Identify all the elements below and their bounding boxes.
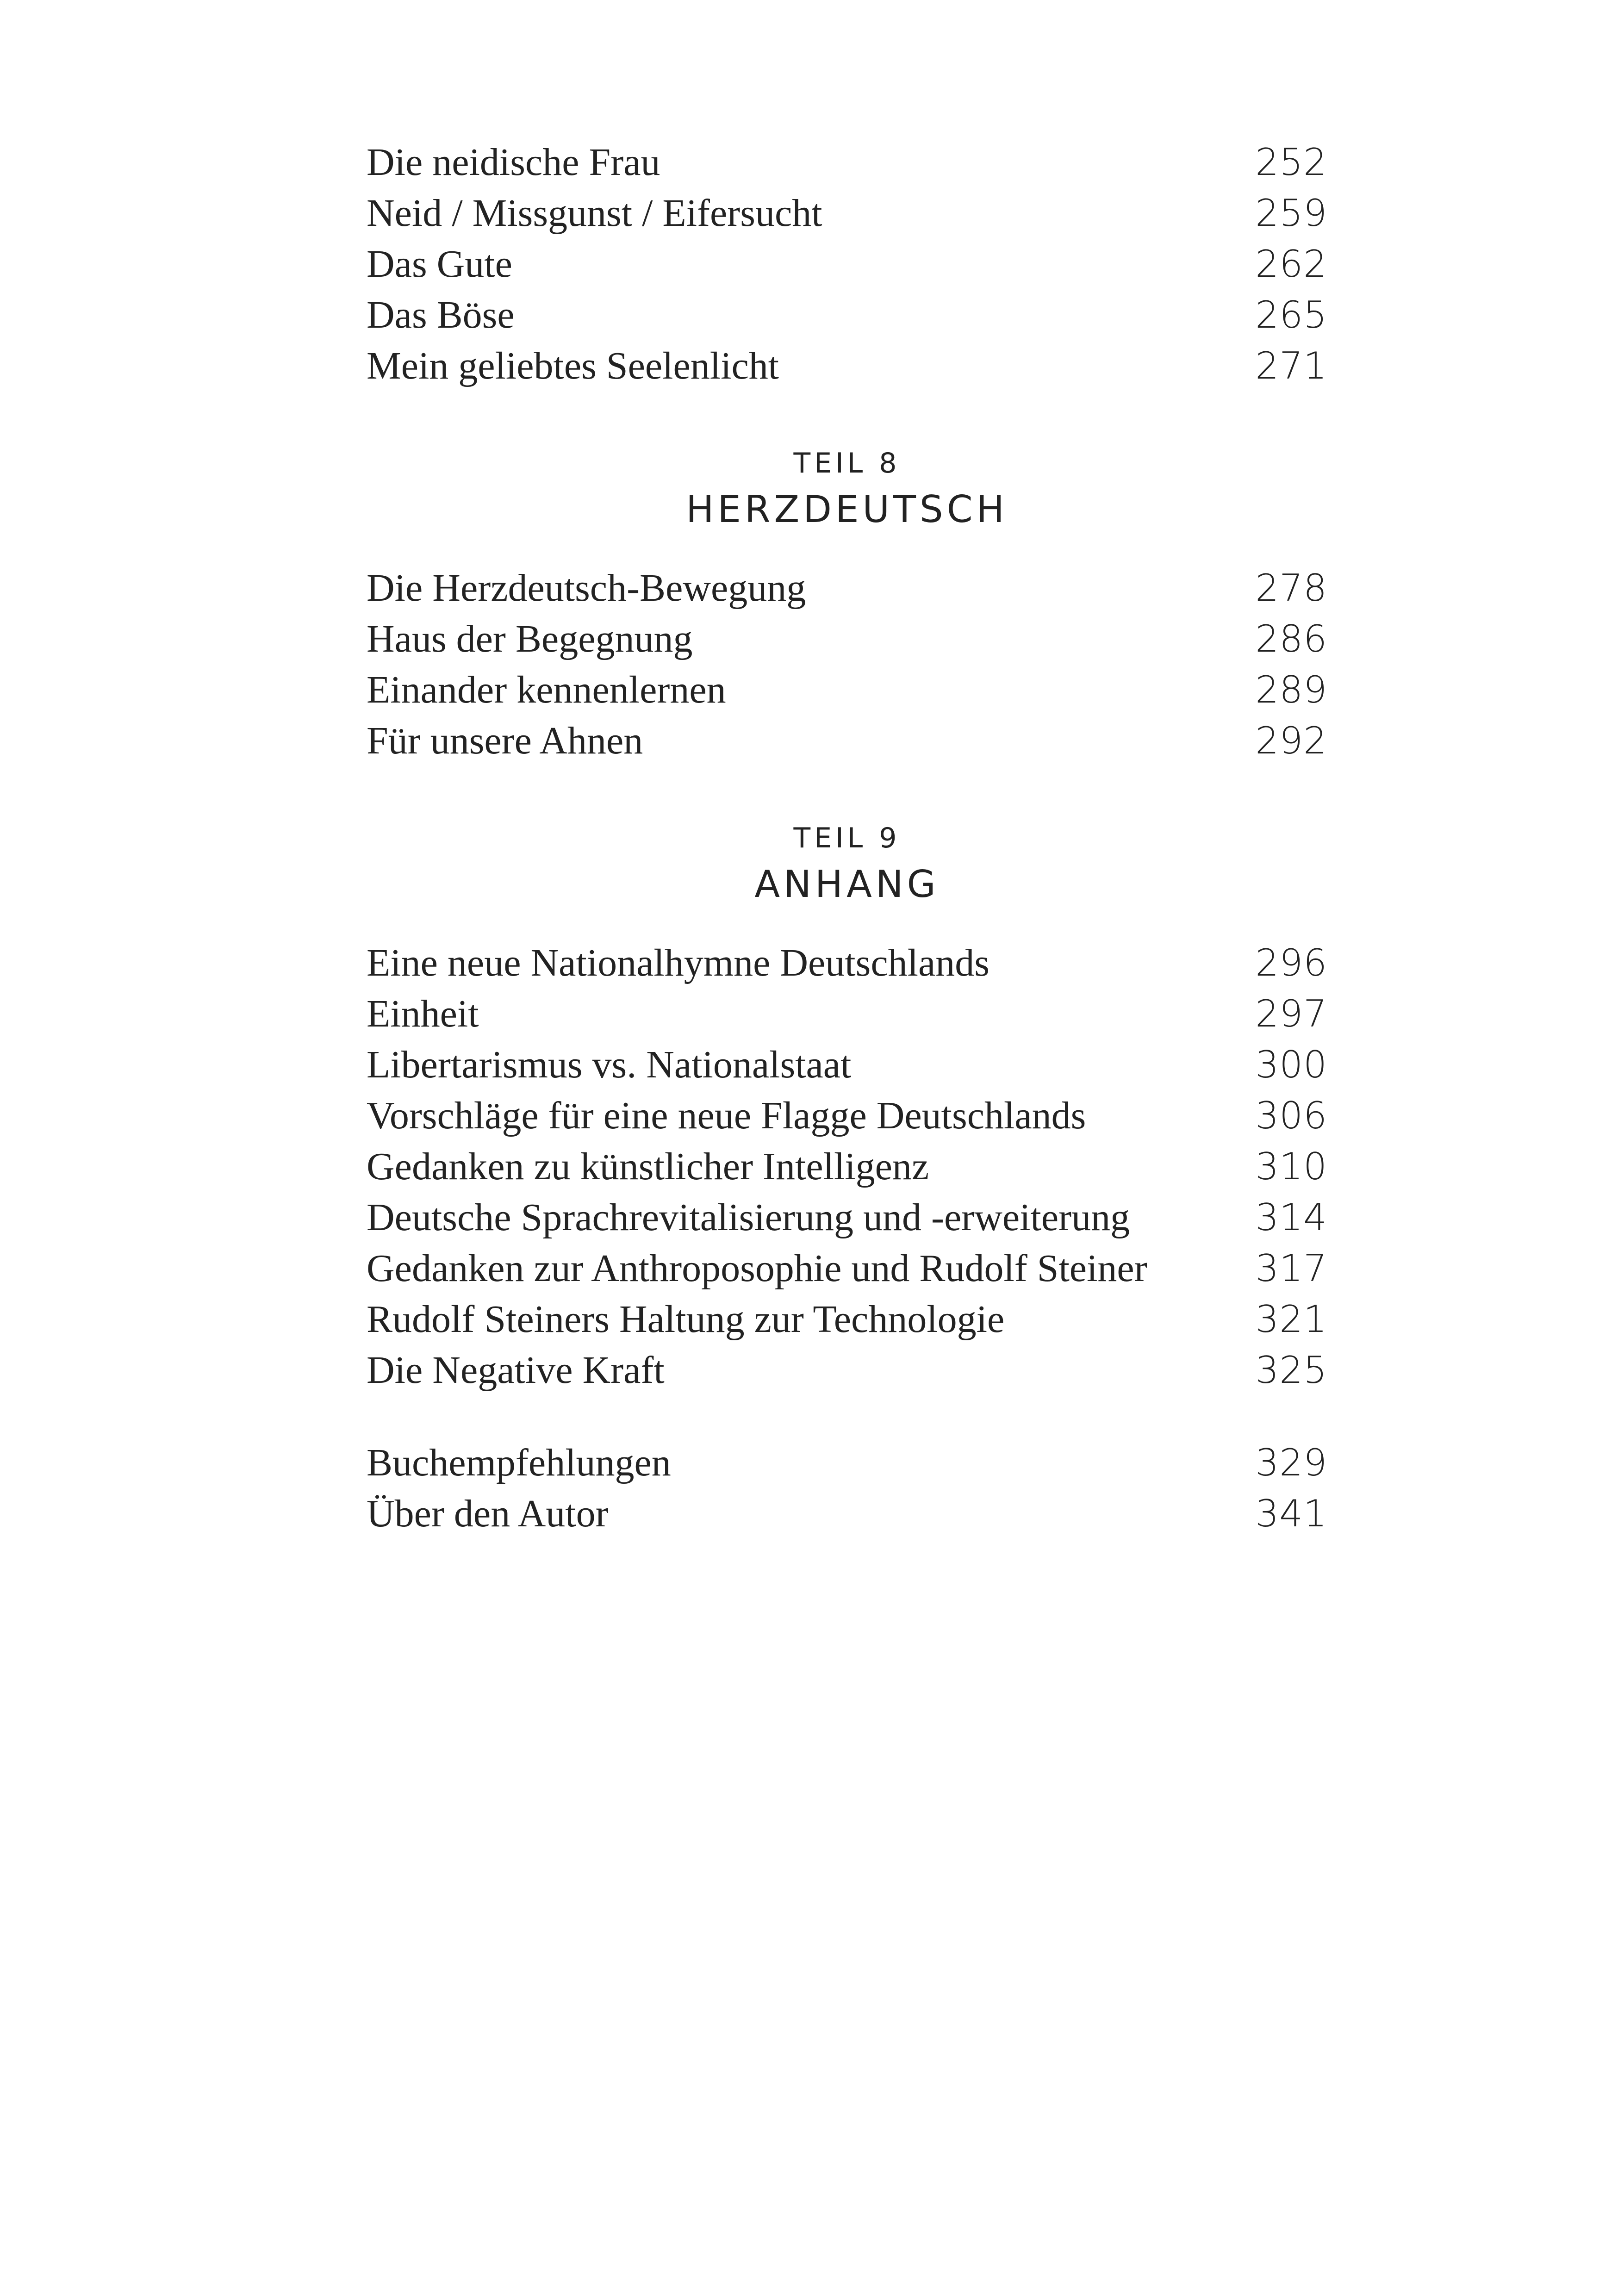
toc-entry-title: Gedanken zur Anthroposophie und Rudolf Steiner xyxy=(367,1247,1147,1290)
toc-entry-title: Vorschläge für eine neue Flagge Deutschlands xyxy=(367,1094,1086,1137)
toc-entry xyxy=(367,614,1327,665)
toc-entry xyxy=(367,563,1327,614)
table-of-contents xyxy=(367,137,1327,1539)
toc-entry xyxy=(367,1488,1327,1539)
toc-entry-title: Libertarismus vs. Nationalstaat xyxy=(367,1043,852,1086)
toc-entry-title: Die Negative Kraft xyxy=(367,1349,665,1392)
toc-section-part-8 xyxy=(367,563,1327,766)
toc-entry-page: 306 xyxy=(1255,1094,1327,1137)
toc-entry-page: 278 xyxy=(1255,566,1327,610)
toc-entry xyxy=(367,989,1327,1039)
toc-entry-title: Gedanken zu künstlicher Intelligenz xyxy=(367,1145,929,1188)
toc-entry-page: 300 xyxy=(1255,1043,1327,1086)
toc-entry-title: Die Herzdeutsch-Bewegung xyxy=(367,566,806,610)
toc-entry-page: 310 xyxy=(1255,1145,1327,1188)
part-8-heading xyxy=(367,442,1327,535)
toc-entry xyxy=(367,1345,1327,1396)
toc-section-part-9 xyxy=(367,938,1327,1396)
toc-entry-page: 286 xyxy=(1255,617,1327,660)
toc-entry-page: 329 xyxy=(1255,1441,1327,1484)
toc-entry xyxy=(367,1243,1327,1294)
part-title: ANHANG xyxy=(754,863,940,906)
toc-entry-title: Buchempfehlungen xyxy=(367,1441,671,1484)
toc-entry xyxy=(367,1192,1327,1243)
toc-entry-title: Haus der Begegnung xyxy=(367,617,693,660)
section-spacer xyxy=(367,1396,1327,1437)
toc-entry xyxy=(367,665,1327,716)
toc-entry-page: 321 xyxy=(1255,1298,1327,1341)
toc-entry-title: Das Gute xyxy=(367,243,512,286)
toc-entry xyxy=(367,1090,1327,1141)
toc-entry xyxy=(367,716,1327,766)
toc-entry-title: Deutsche Sprachrevitalisierung und -erweiterung xyxy=(367,1196,1130,1239)
toc-entry-page: 314 xyxy=(1255,1196,1327,1239)
toc-entry-title: Eine neue Nationalhymne Deutschlands xyxy=(367,941,989,984)
toc-entry-page: 325 xyxy=(1255,1349,1327,1392)
toc-entry-page: 297 xyxy=(1255,992,1327,1035)
toc-entry-page: 292 xyxy=(1255,719,1327,762)
toc-entry xyxy=(367,1294,1327,1345)
toc-entry-page: 289 xyxy=(1255,668,1327,711)
toc-entry xyxy=(367,1437,1327,1488)
toc-entry-title: Einheit xyxy=(367,992,479,1035)
toc-entry xyxy=(367,1039,1327,1090)
toc-entry xyxy=(367,1141,1327,1192)
toc-entry-title: Mein geliebtes Seelenlicht xyxy=(367,344,779,387)
toc-entry xyxy=(367,341,1327,392)
toc-entry-page: 341 xyxy=(1255,1492,1327,1535)
toc-entry-page: 259 xyxy=(1255,192,1327,235)
toc-entry-page: 271 xyxy=(1255,344,1327,387)
part-9-heading xyxy=(367,817,1327,910)
part-label: TEIL 9 xyxy=(793,822,901,854)
toc-entry xyxy=(367,188,1327,239)
toc-entry-title: Neid / Missgunst / Eifersucht xyxy=(367,192,822,235)
toc-entry xyxy=(367,137,1327,188)
part-label: TEIL 8 xyxy=(793,447,901,479)
toc-entry-page: 265 xyxy=(1255,293,1327,336)
part-title: HERZDEUTSCH xyxy=(686,488,1008,531)
toc-entry-title: Über den Autor xyxy=(367,1492,609,1535)
toc-section-top xyxy=(367,137,1327,392)
toc-entry-page: 296 xyxy=(1255,941,1327,984)
toc-entry-title: Für unsere Ahnen xyxy=(367,719,643,762)
toc-entry-title: Einander kennenlernen xyxy=(367,668,726,711)
toc-entry xyxy=(367,239,1327,290)
toc-entry-page: 262 xyxy=(1255,243,1327,286)
toc-entry-title: Die neidische Frau xyxy=(367,141,660,184)
toc-entry-title: Das Böse xyxy=(367,293,515,336)
toc-entry-page: 252 xyxy=(1255,141,1327,184)
toc-entry-title: Rudolf Steiners Haltung zur Technologie xyxy=(367,1298,1005,1341)
toc-section-end xyxy=(367,1437,1327,1539)
toc-entry xyxy=(367,290,1327,341)
toc-entry xyxy=(367,938,1327,989)
toc-entry-page: 317 xyxy=(1255,1247,1327,1290)
